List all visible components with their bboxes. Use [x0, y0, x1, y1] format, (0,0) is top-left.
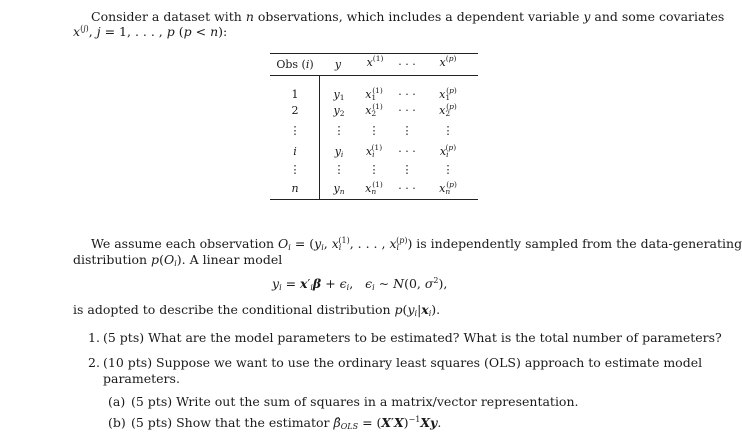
table-row-2-dots: · · · [398, 104, 416, 117]
table-row-1-dots: · · · [398, 88, 416, 101]
table-vdots: ⋮ [442, 124, 454, 137]
table-header-obs: Obs (i) [276, 58, 314, 71]
question-1-number: 1. [88, 330, 100, 345]
table-vdots: ⋮ [289, 163, 301, 176]
table-vdots: ⋮ [368, 163, 380, 176]
table-row-2-xp: $x_2^{(p)}$ [439, 102, 457, 118]
table-bottom-rule [270, 199, 478, 200]
table-vdots: ⋮ [442, 163, 454, 176]
conditional-distribution-line: is adopted to describe the conditional distribution $p(y_i|x_i)$. [73, 302, 441, 318]
table-row-i-y: $y_i$ [334, 145, 344, 159]
table-header-rule [270, 75, 478, 76]
subquestion-b-text: (5 pts) Show that the estimator $\betâ_{OLS} = (X'X)^{-1}Xy$. [131, 415, 442, 431]
data-table [270, 53, 478, 203]
table-row-2-obs: 2 [291, 104, 299, 117]
table-row-n-y: $y_n$ [333, 182, 345, 196]
question-1-text: (5 pts) What are the model parameters to be estimated? What is the total number of parameters? [103, 330, 722, 345]
assumption-line-1: We assume each observation $O_i = (y_i$, $x_i^{(1)}$, . . . , $x_i^{(p)}$) is independently sampled from the data-generating [91, 236, 742, 252]
table-row-n-dots: · · · [398, 182, 416, 195]
table-vdots: ⋮ [289, 124, 301, 137]
table-row-n-obs: n [291, 182, 299, 195]
question-2-line-2: parameters. [103, 371, 180, 386]
table-row-1-obs: 1 [291, 88, 299, 101]
table-vdots: ⋮ [401, 163, 413, 176]
table-column-divider [319, 75, 320, 199]
table-vdots: ⋮ [333, 124, 345, 137]
table-row-i-x1: $x_i^{(1)}$ [365, 143, 383, 159]
table-vdots: ⋮ [333, 163, 345, 176]
table-header-x1: $x^{(1)}$ [366, 54, 384, 69]
table-header-dots: · · · [398, 58, 416, 71]
table-row-1-xp: $x_1^{(p)}$ [439, 86, 457, 102]
table-row-1-y: $y_1$ [333, 88, 345, 102]
table-header-xp: $x^{(p)}$ [439, 54, 457, 69]
table-row-i-obs: i [293, 145, 297, 158]
table-row-2-y: $y_2$ [333, 104, 345, 118]
subquestion-b-label: (b) [108, 415, 126, 430]
question-2-number: 2. [88, 355, 100, 370]
table-row-2-x1: $x_2^{(1)}$ [365, 102, 383, 118]
table-header-y: y [334, 58, 342, 71]
table-row-i-xp: $x_i^{(p)}$ [439, 143, 457, 159]
subquestion-a-text: (5 pts) Write out the sum of squares in a matrix/vector representation. [131, 394, 579, 409]
intro-line-2: $x^{(j)}$, j = 1, . . . , p (p < n): [73, 24, 228, 39]
intro-line-1: Consider a dataset with n observations, which includes a dependent variable y and some covariates [91, 9, 725, 24]
table-row-1-x1: $x_1^{(1)}$ [365, 86, 383, 102]
table-row-i-dots: · · · [398, 145, 416, 158]
model-equation: $y_i = x'_i\beta + \epsilon_i$, $\epsilon_i$ ∼ N(0, $\sigma^2$), [272, 276, 448, 292]
subquestion-a-label: (a) [108, 394, 126, 409]
table-row-n-x1: $x_n^{(1)}$ [365, 180, 383, 196]
question-2-line-1: (10 pts) Suppose we want to use the ordinary least squares (OLS) approach to estimate model [103, 355, 703, 370]
table-row-n-xp: $x_n^{(p)}$ [439, 180, 457, 196]
table-vdots: ⋮ [368, 124, 380, 137]
table-vdots: ⋮ [401, 124, 413, 137]
assumption-line-2: distribution $p(O_i)$. A linear model [73, 252, 283, 268]
